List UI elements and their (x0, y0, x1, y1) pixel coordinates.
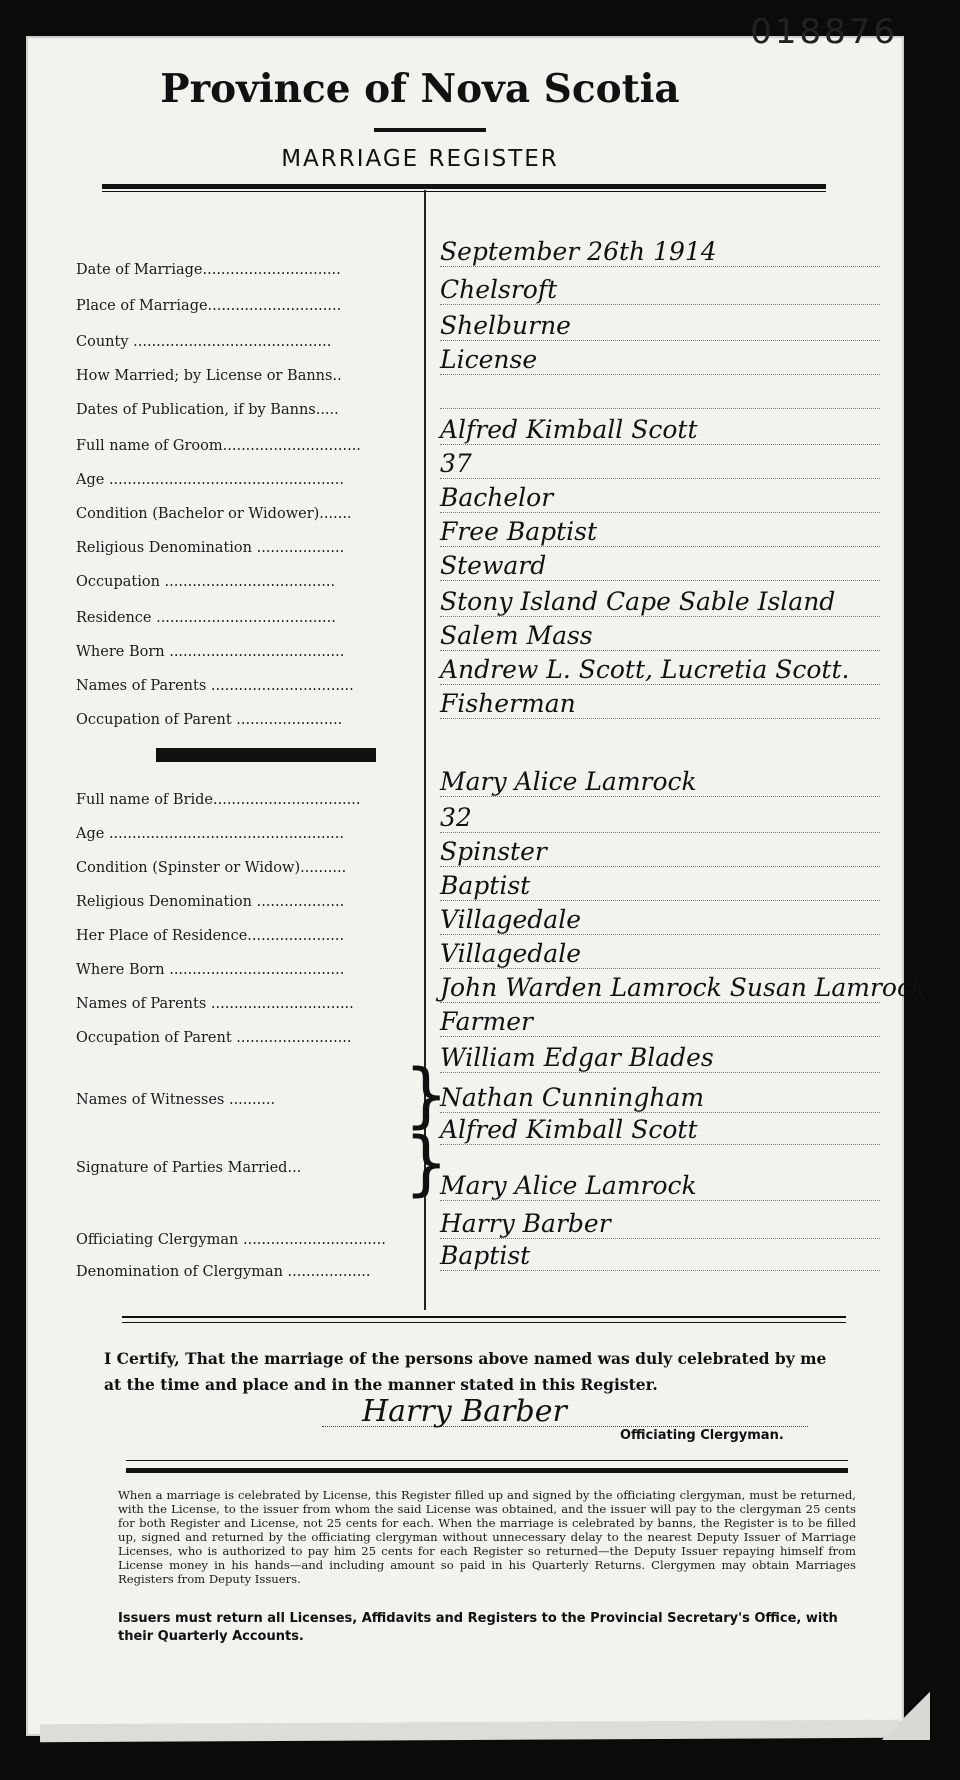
label-groom-parents: Names of Parents ............................... (76, 678, 354, 694)
value-groom-residence: Stony Island Cape Sable Island (440, 588, 880, 617)
label-dates-of-publication: Dates of Publication, if by Banns..... (76, 402, 339, 418)
label-bride-name: Full name of Bride................................ (76, 792, 361, 808)
label-groom-religion: Religious Denomination ................... (76, 540, 345, 556)
section-divider (156, 748, 376, 762)
document-number: 018876 (750, 12, 898, 52)
value-witness-2: Nathan Cunningham (440, 1084, 880, 1113)
title-rule (374, 128, 486, 132)
footnote-rule (126, 1468, 848, 1473)
label-groom-birthplace: Where Born ...................................... (76, 644, 345, 660)
label-bride-condition: Condition (Spinster or Widow).......... (76, 860, 347, 876)
value-bride-residence: Villagedale (440, 906, 880, 935)
footnote-rule-thin (126, 1460, 848, 1461)
label-bride-residence: Her Place of Residence..................... (76, 928, 345, 944)
label-bride-parents: Names of Parents ............................... (76, 996, 354, 1012)
label-witnesses: Names of Witnesses .......... (76, 1092, 276, 1108)
label-officiating-clergyman: Officiating Clergyman ............................... (76, 1232, 386, 1248)
clergy-signature: Harry Barber (322, 1394, 808, 1427)
value-officiating-clergyman: Harry Barber (440, 1210, 880, 1239)
value-groom-parent-occupation: Fisherman (440, 690, 880, 719)
folded-corner (882, 1692, 930, 1740)
issuers-note: Issuers must return all Licenses, Affidavits and Registers to the Provincial Secretary's Office, with their Quarterly Accounts. (118, 1611, 838, 1644)
value-groom-condition: Bachelor (440, 484, 880, 513)
page-title: Province of Nova Scotia (160, 66, 680, 112)
label-groom-name: Full name of Groom.............................. (76, 438, 361, 454)
signature-caption: Officiating Clergyman. (620, 1428, 784, 1443)
label-bride-age: Age ................................................... (76, 826, 345, 842)
certification-body: That the marriage of the persons above named was duly celebrated by me at the time and place and in the manner stated in this Register. (104, 1349, 827, 1394)
certify-rule-top (122, 1316, 846, 1318)
value-groom-religion: Free Baptist (440, 518, 880, 547)
label-groom-parent-occupation: Occupation of Parent ....................... (76, 712, 343, 728)
value-signature-bride: Mary Alice Lamrock (440, 1172, 880, 1201)
value-bride-birthplace: Villagedale (440, 940, 880, 969)
value-bride-parents: John Warden Lamrock Susan Lamrock (440, 973, 927, 1002)
label-groom-condition: Condition (Bachelor or Widower)....... (76, 506, 352, 522)
value-how-married: License (440, 346, 880, 375)
label-signatures: Signature of Parties Married... (76, 1160, 302, 1176)
label-groom-occupation: Occupation ..................................... (76, 574, 336, 590)
value-bride-religion: Baptist (440, 872, 880, 901)
instructions-footnote: When a marriage is celebrated by License, this Register filled up and signed by the officiating clergyman, must be returned, with the License, to the issuer from whom the said License was obtained, and the issuer will pay to the clergyman 25 cents for both Register and License, not 25 cents for each. When the marriage is celebrated by banns, the Register is to be filled up, signed and returned by the officiating clergyman without unnecessary delay to the nearest Deputy Issuer of Marriage Licenses, who is authorized to pay him 25 cents for each Register so returned—the Deputy Issuer repaying himself from License money in his hands—and including amount so paid in his Quarterly Returns. Clergymen may obtain Marriages Registers from Deputy Issuers. (118, 1488, 856, 1586)
paper-edge (40, 1720, 900, 1743)
value-witness-1: William Edgar Blades (440, 1044, 880, 1073)
value-groom-age: 37 (440, 450, 880, 479)
value-dates-of-publication (440, 380, 880, 409)
label-clergy-denomination: Denomination of Clergyman .................. (76, 1264, 371, 1280)
value-groom-name: Alfred Kimball Scott (440, 416, 880, 445)
label-groom-age: Age ................................................... (76, 472, 345, 488)
label-bride-birthplace: Where Born ...................................... (76, 962, 345, 978)
certification-text (104, 1346, 844, 1398)
value-groom-parents: Andrew L. Scott, Lucretia Scott. (440, 656, 880, 685)
value-signature-groom: Alfred Kimball Scott (440, 1116, 880, 1145)
value-groom-birthplace: Salem Mass (440, 622, 880, 651)
value-bride-age: 32 (440, 804, 880, 833)
value-place-of-marriage: Chelsroft (440, 276, 880, 305)
label-date-of-marriage: Date of Marriage.............................. (76, 262, 341, 278)
value-groom-occupation: Steward (440, 552, 880, 581)
header-rule-thin (102, 191, 826, 192)
value-bride-parent-occupation: Farmer (440, 1008, 880, 1037)
value-bride-condition: Spinster (440, 838, 880, 867)
label-county: County ........................................... (76, 334, 332, 350)
signature-brace: } (404, 1122, 449, 1204)
register-subtitle: MARRIAGE REGISTER (281, 146, 559, 172)
value-date-of-marriage: September 26th 1914 (440, 238, 880, 267)
value-bride-name: Mary Alice Lamrock (440, 768, 880, 797)
label-bride-parent-occupation: Occupation of Parent ......................... (76, 1030, 352, 1046)
label-place-of-marriage: Place of Marriage............................. (76, 298, 342, 314)
value-county: Shelburne (440, 312, 880, 341)
value-clergy-denomination: Baptist (440, 1242, 880, 1271)
certification-lead: I Certify, (104, 1349, 180, 1368)
label-bride-religion: Religious Denomination ................... (76, 894, 345, 910)
label-how-married: How Married; by License or Banns.. (76, 368, 342, 384)
header-rule (102, 184, 826, 189)
label-groom-residence: Residence ....................................... (76, 610, 336, 626)
certify-rule-top-2 (122, 1322, 846, 1323)
witness-brace: } (404, 1054, 449, 1136)
